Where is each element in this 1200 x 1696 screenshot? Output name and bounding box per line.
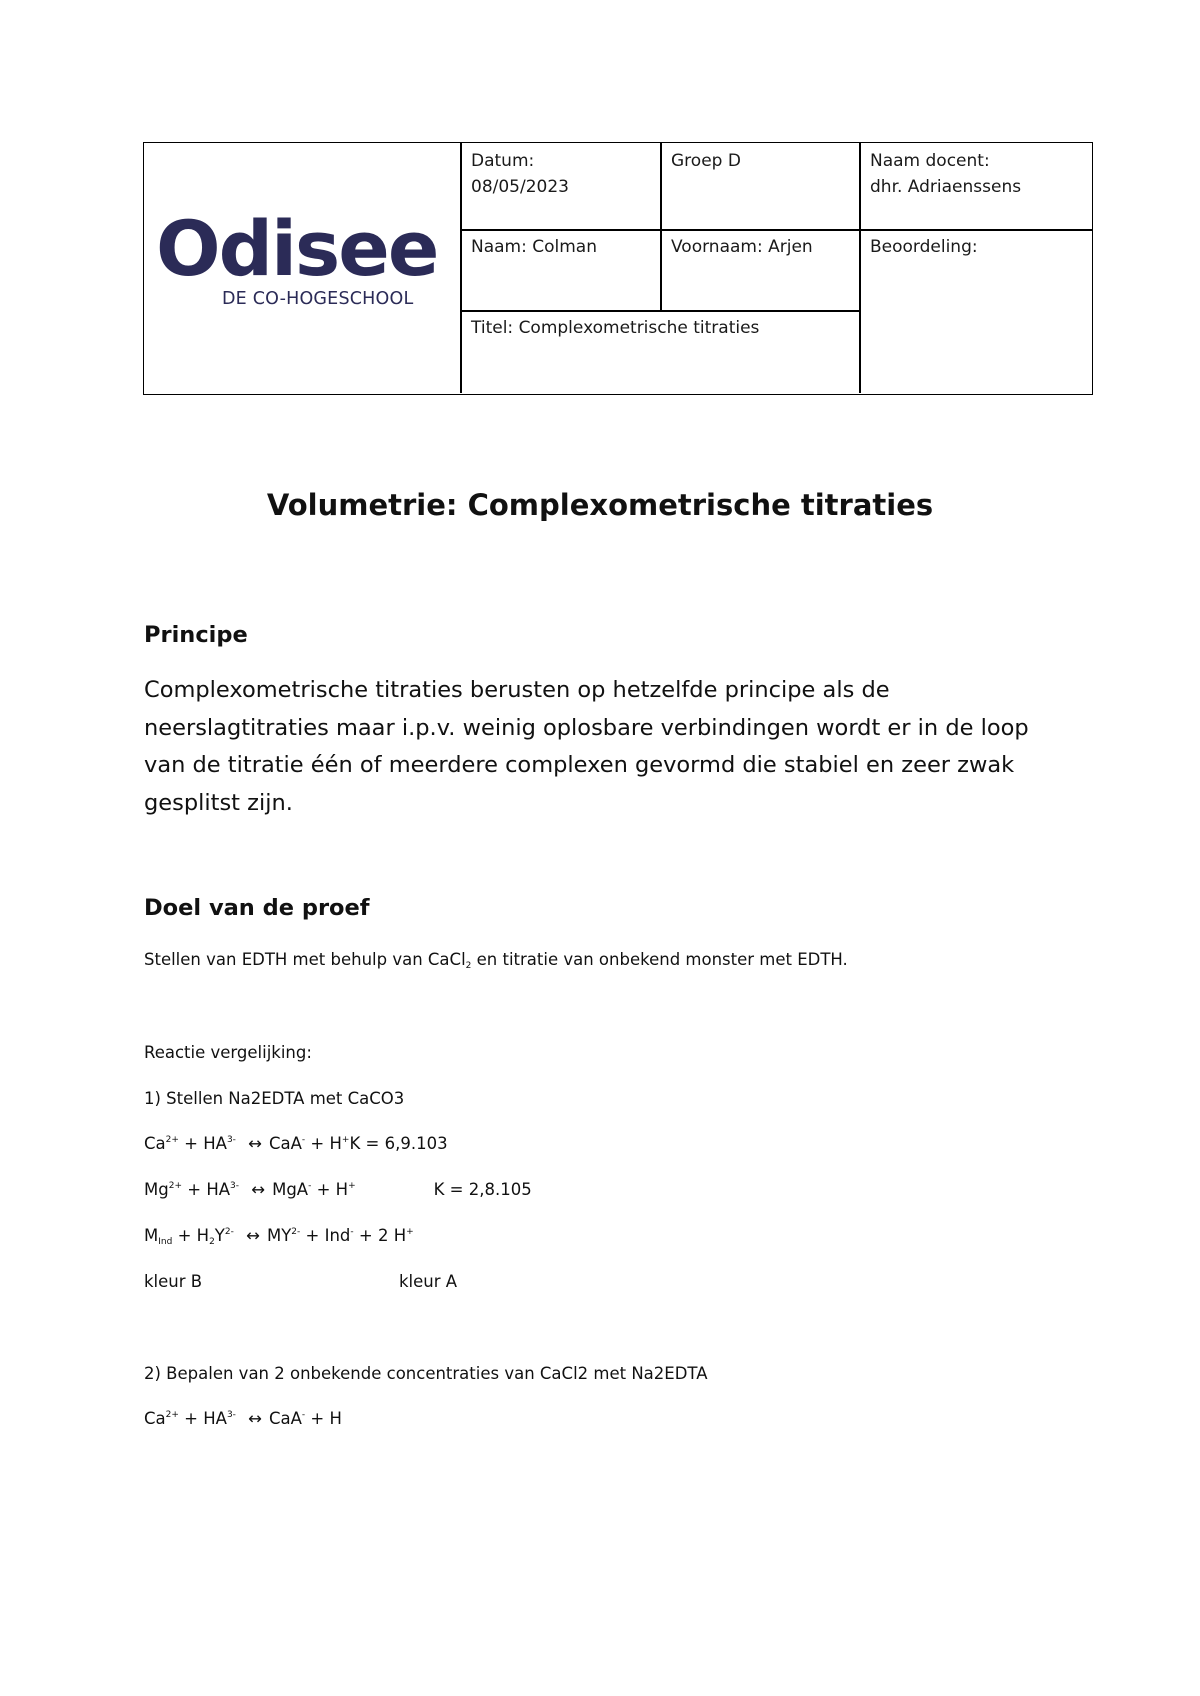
eq-term: CaA	[269, 1134, 302, 1153]
reaction-label: Reactie vergelijking:	[144, 1043, 312, 1062]
teacher-value: dhr. Adriaenssens	[870, 177, 1022, 197]
superscript: 2+	[165, 1410, 179, 1420]
step-1: 1) Stellen Na2EDTA met CaCO3	[144, 1089, 405, 1108]
grade-cell: Beoordeling:	[870, 237, 978, 257]
eq-term: + H	[311, 1180, 349, 1199]
superscript: -	[301, 1135, 306, 1145]
superscript: +	[348, 1181, 356, 1191]
principe-paragraph: Complexometrische titraties berusten op hetzelfde principe als de neerslagtitraties maar i.p.v. weinig oplosbare verbindingen wordt er in de loop van de titratie één of meerdere complexen gevormd die stabiel en zeer zwak gesplitst zijn.	[144, 677, 1029, 816]
superscript: 2+	[168, 1181, 182, 1191]
eq-term: MgA	[272, 1180, 309, 1199]
eq-term: + H	[305, 1134, 342, 1153]
table-divider	[460, 229, 1093, 231]
teacher-cell	[870, 148, 1021, 200]
date-cell	[471, 148, 569, 200]
equation-3	[144, 1226, 414, 1247]
principe-heading: Principe	[144, 622, 248, 648]
superscript: 3-	[230, 1181, 239, 1191]
superscript: +	[406, 1227, 414, 1237]
table-divider	[859, 143, 861, 393]
eq-term: K = 6,9.103	[349, 1134, 448, 1153]
eq-term: Y	[214, 1226, 225, 1245]
arrow-icon: ↔	[248, 1409, 262, 1428]
date-label: Datum:	[471, 151, 535, 171]
subscript: 2	[465, 961, 472, 971]
logo-wordmark: Odisee	[156, 204, 438, 293]
subscript: Ind	[158, 1237, 173, 1247]
date-value: 08/05/2023	[471, 177, 569, 197]
eq-term: + Ind	[300, 1226, 351, 1245]
table-divider	[660, 143, 662, 310]
superscript: 2+	[165, 1135, 179, 1145]
superscript: 3-	[226, 1135, 236, 1145]
eq-term: + H	[305, 1409, 342, 1428]
superscript: 2-	[224, 1227, 234, 1237]
eq-term: CaA	[269, 1409, 302, 1428]
doel-heading: Doel van de proef	[144, 895, 370, 921]
header-table	[143, 142, 1093, 395]
eq-term: Ca	[144, 1409, 166, 1428]
equation-4	[144, 1409, 342, 1428]
color-a-label: kleur A	[399, 1272, 458, 1291]
document-title: Volumetrie: Complexometrische titraties	[266, 488, 934, 522]
eq-term: Ca	[144, 1134, 166, 1153]
table-divider	[460, 310, 860, 312]
eq-term: + H	[172, 1226, 210, 1245]
eq-term: + HA	[178, 1134, 227, 1153]
teacher-label: Naam docent:	[870, 151, 990, 171]
table-divider	[460, 143, 462, 393]
arrow-icon: ↔	[246, 1226, 260, 1245]
equation-1	[144, 1134, 448, 1153]
step-2: 2) Bepalen van 2 onbekende concentraties van CaCl2 met Na2EDTA	[144, 1364, 708, 1383]
eq-term: Mg	[144, 1180, 169, 1199]
superscript: 2-	[291, 1227, 301, 1237]
title-cell: Titel: Complexometrische titraties	[471, 318, 760, 338]
odisee-logo	[156, 204, 438, 309]
doel-text-part: en titratie van onbekend monster met EDTH.	[471, 950, 848, 969]
first-name-cell: Voornaam: Arjen	[671, 237, 813, 257]
doel-text	[144, 950, 848, 971]
subscript: 2	[209, 1237, 215, 1247]
group-cell: Groep D	[671, 151, 741, 171]
equation-2	[144, 1180, 532, 1199]
eq-term: K = 2,8.105	[433, 1180, 532, 1199]
doel-text-part: Stellen van EDTH met behulp van CaCl	[144, 950, 466, 969]
arrow-icon: ↔	[248, 1134, 262, 1153]
arrow-icon: ↔	[251, 1180, 266, 1199]
last-name-cell: Naam: Colman	[471, 237, 597, 257]
superscript: -	[301, 1410, 306, 1420]
superscript: -	[308, 1181, 312, 1191]
eq-term: + HA	[178, 1409, 227, 1428]
eq-term: M	[144, 1226, 159, 1245]
eq-term: + 2 H	[353, 1226, 407, 1245]
superscript: -	[350, 1227, 354, 1237]
eq-term: + HA	[182, 1180, 231, 1199]
color-b-label: kleur B	[144, 1272, 203, 1291]
superscript: 3-	[226, 1410, 236, 1420]
superscript: +	[341, 1135, 350, 1145]
eq-term: MY	[266, 1226, 292, 1245]
logo-subtitle: DE CO-HOGESCHOOL	[222, 289, 414, 309]
